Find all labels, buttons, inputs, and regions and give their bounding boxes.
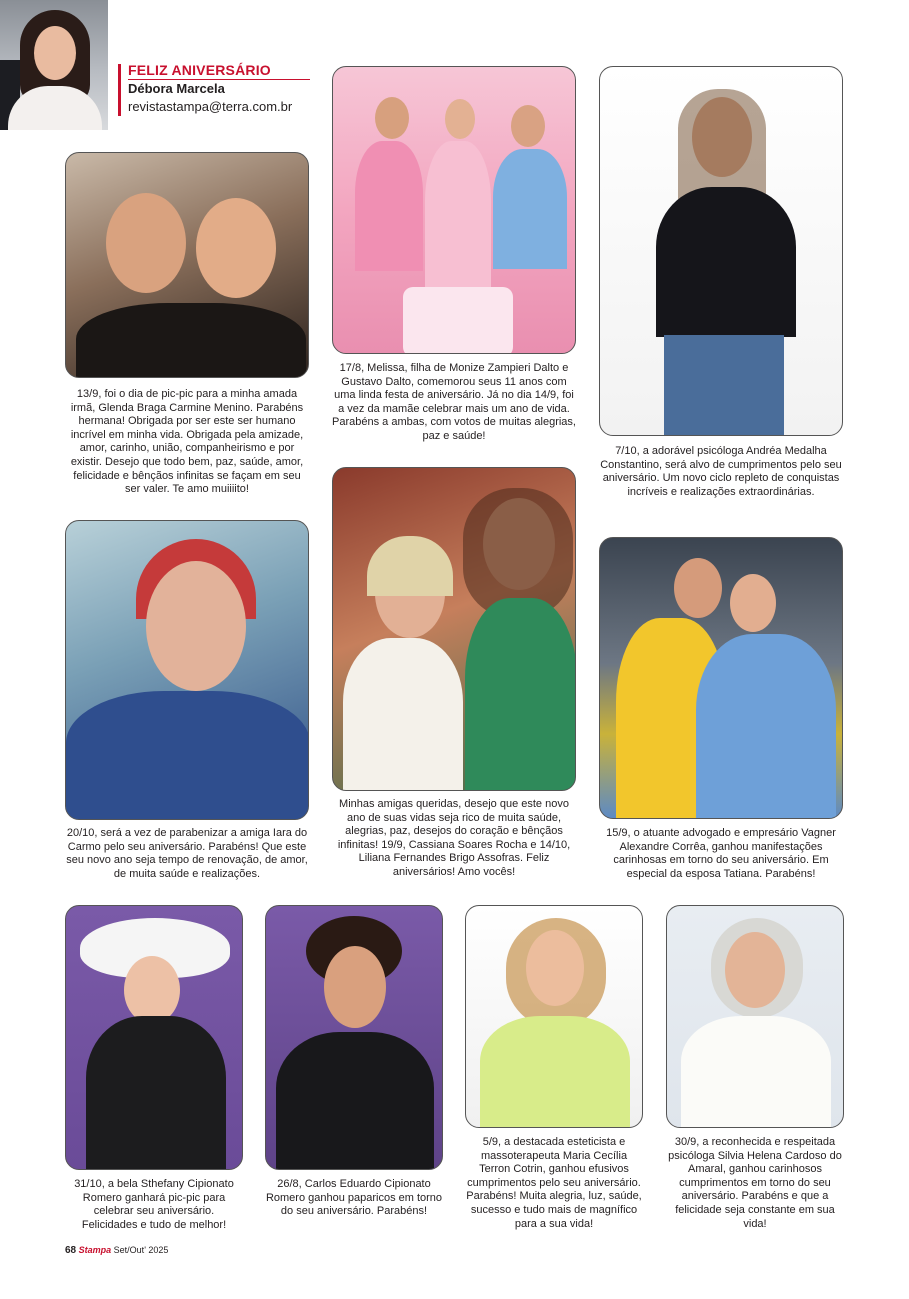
- caption-silvia: 30/9, a reconhecida e respeitada psicóloga Silvia Helena Cardoso do Amaral, ganhou carinhosos cumprimentos em torno do seu aniversário. Parabéns e que a felicidade seja constante em sua vida!: [668, 1136, 842, 1230]
- page-footer: [65, 1245, 168, 1256]
- column-email[interactable]: revistastampa@terra.com.br: [128, 99, 293, 114]
- column-author: Débora Marcela: [128, 81, 225, 96]
- column-title: FELIZ ANIVERSÁRIO: [128, 62, 271, 78]
- caption-maria-cecilia: 5/9, a destacada esteticista e massoterapeuta Maria Cecília Terron Cotrin, ganhou efusivos cumprimentos pelo seu aniversário. Parabéns! Muita alegria, luz, saúde, sucesso e tudo mais de magnífico para a sua vida!: [466, 1136, 642, 1230]
- caption-melissa: 17/8, Melissa, filha de Monize Zampieri Dalto e Gustavo Dalto, comemorou seus 11 anos com uma linda festa de aniversário. Já no dia 14/9, foi a vez da mamãe celebrar mais um ano de vida. Parabéns a ambas, com votos de muitas alegrias, paz e saúde!: [332, 362, 576, 442]
- photo-sthefany: [65, 905, 243, 1170]
- caption-friends: Minhas amigas queridas, desejo que este novo ano de suas vidas seja rico de muita saúde, alegrias, paz, desejos do coração e bênçãos infinitas! 19/9, Cassiana Soares Rocha e 14/10, Liliana Fernandes Brigo Assofras. Feliz aniversários! Amo vocês!: [337, 798, 571, 878]
- issue-date: Set/Out' 2025: [113, 1245, 169, 1255]
- caption-glenda: 13/9, foi o dia de pic-pic para a minha amada irmã, Glenda Braga Carmine Menino. Parabéns hermana! Obrigada por ser este ser humano incrível em minha vida. Obrigada pela amizade, amor, carinho, união, companheirismo e por existir. Desejo que todo bem, paz, saúde, amor, felicidade e bênçãos infinitas se façam em seu ser valer. Te amo muiiiito!: [70, 388, 304, 496]
- magazine-brand: Stampa: [78, 1245, 112, 1255]
- photo-vagner-tatiana: [599, 537, 843, 819]
- photo-carlos-eduardo: [265, 905, 443, 1170]
- photo-friends-toast: [332, 467, 576, 791]
- page-number: 68: [65, 1245, 77, 1256]
- photo-birthday-party: [332, 66, 576, 354]
- photo-iara-do-carmo: [65, 520, 309, 820]
- caption-carlos: 26/8, Carlos Eduardo Cipionato Romero ganhou paparicos em torno do seu aniversário. Parabéns!: [265, 1178, 443, 1218]
- photo-sisters-selfie: [65, 152, 309, 378]
- caption-andrea: 7/10, a adorável psicóloga Andréa Medalha Constantino, será alvo de cumprimentos pelo seu aniversário. Um novo ciclo repleto de conquistas incríveis e realizações extraordinárias.: [600, 445, 842, 498]
- caption-iara: 20/10, será a vez de parabenizar a amiga Iara do Carmo pelo seu aniversário. Parabéns! Que este seu novo ano seja tempo de renovação, de amor, de muita saúde e realizações.: [66, 827, 308, 880]
- photo-psychologist-andrea: [599, 66, 843, 436]
- caption-vagner: 15/9, o atuante advogado e empresário Vagner Alexandre Corrêa, ganhou manifestações carinhosas em torno do seu aniversário. Em especial da esposa Tatiana. Parabéns!: [606, 827, 836, 880]
- photo-maria-cecilia: [465, 905, 643, 1128]
- photo-silvia-helena: [666, 905, 844, 1128]
- caption-sthefany: 31/10, a bela Sthefany Cipionato Romero ganhará pic-pic para celebrar seu aniversário. Felicidades e tudo de melhor!: [74, 1178, 234, 1231]
- columnist-photo: [0, 0, 108, 130]
